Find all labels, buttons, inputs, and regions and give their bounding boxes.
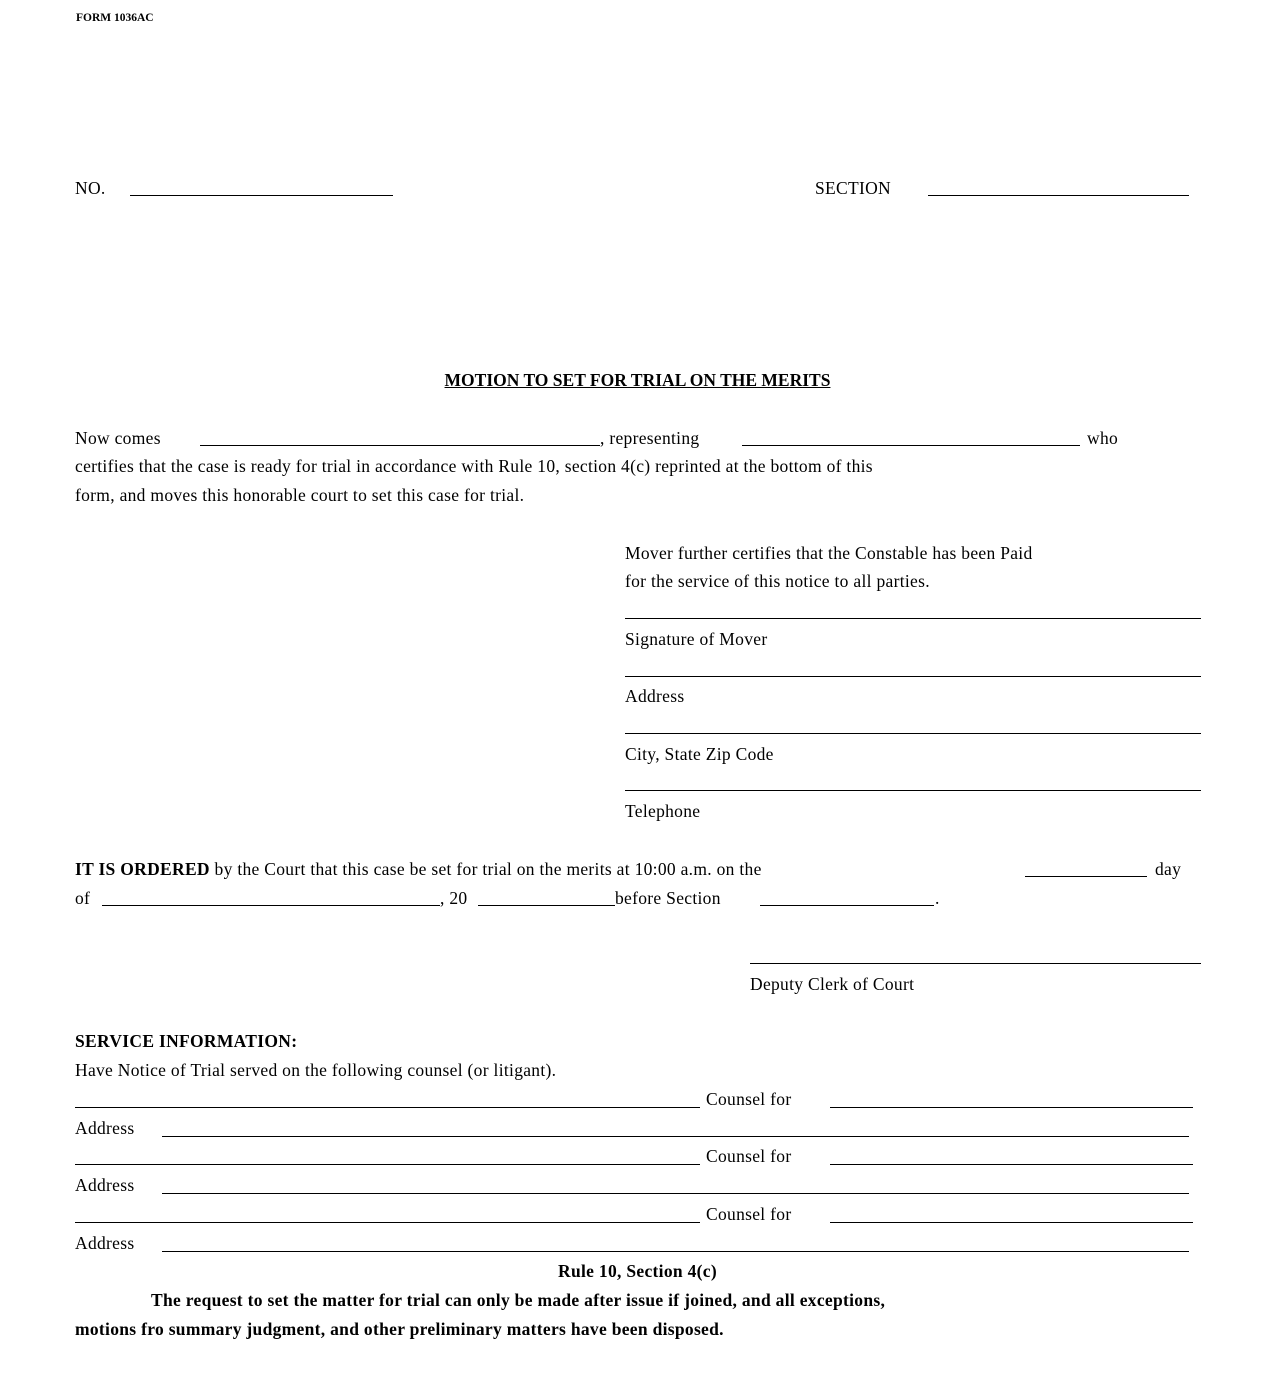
counsel-name-field[interactable] (75, 1222, 700, 1223)
represented-party-field[interactable] (742, 445, 1080, 446)
order-lead: IT IS ORDERED (75, 859, 210, 879)
counsel-for-field[interactable] (830, 1164, 1193, 1165)
order-year-prefix: , 20 (440, 888, 468, 908)
counsel-name-field[interactable] (75, 1164, 700, 1165)
rule-heading: Rule 10, Section 4(c) (558, 1261, 717, 1281)
case-number-label: NO. (75, 178, 106, 198)
counsel-for-label: Counsel for (706, 1204, 792, 1224)
order-month-field[interactable] (102, 905, 440, 906)
order-before-section-text: before Section (615, 888, 721, 908)
signature-of-mover-field[interactable] (625, 618, 1201, 619)
mover-cert-line-2: for the service of this notice to all parties. (625, 571, 930, 591)
counsel-for-label: Counsel for (706, 1089, 792, 1109)
intro-line-2: certifies that the case is ready for trial in accordance with Rule 10, section 4(c) reprinted at the bottom of this (75, 456, 873, 476)
mover-address-label: Address (625, 686, 685, 706)
intro-line-3: form, and moves this honorable court to set this case for trial. (75, 485, 525, 505)
page-title: MOTION TO SET FOR TRIAL ON THE MERITS (444, 370, 831, 390)
order-section-field[interactable] (760, 905, 934, 906)
representing-text: , representing (600, 428, 700, 448)
counsel-name-field[interactable] (75, 1107, 700, 1108)
order-day-field[interactable] (1025, 876, 1147, 877)
who-text: who (1087, 428, 1119, 448)
rule-text-line-2: motions fro summary judgment, and other preliminary matters have been disposed. (75, 1319, 724, 1339)
counsel-for-field[interactable] (830, 1107, 1193, 1108)
counsel-address-field[interactable] (162, 1193, 1189, 1194)
mover-city-state-zip-label: City, State Zip Code (625, 744, 774, 764)
counsel-address-label: Address (75, 1233, 135, 1253)
counsel-for-label: Counsel for (706, 1146, 792, 1166)
order-of-text: of (75, 888, 91, 908)
service-heading: SERVICE INFORMATION: (75, 1031, 298, 1051)
section-field[interactable] (928, 195, 1189, 196)
order-line-1 (75, 859, 762, 880)
order-day-text: day (1155, 859, 1182, 879)
section-label: SECTION (815, 178, 891, 198)
counsel-for-field[interactable] (830, 1222, 1193, 1223)
form-number: FORM 1036AC (76, 12, 154, 24)
now-comes-text: Now comes (75, 428, 161, 448)
counsel-address-label: Address (75, 1175, 135, 1195)
mover-telephone-label: Telephone (625, 801, 701, 821)
mover-telephone-field[interactable] (625, 790, 1201, 791)
mover-cert-line-1: Mover further certifies that the Constable has been Paid (625, 543, 1033, 563)
deputy-clerk-label: Deputy Clerk of Court (750, 974, 915, 994)
order-period: . (935, 888, 940, 908)
case-number-field[interactable] (130, 195, 393, 196)
order-year-field[interactable] (478, 905, 615, 906)
rule-text-line-1: The request to set the matter for trial can only be made after issue if joined, and all exceptions, (151, 1290, 886, 1310)
counsel-address-field[interactable] (162, 1136, 1189, 1137)
mover-name-field[interactable] (200, 445, 600, 446)
counsel-address-label: Address (75, 1118, 135, 1138)
order-text: by the Court that this case be set for trial on the merits at 10:00 a.m. on the (209, 859, 762, 879)
deputy-clerk-signature-field[interactable] (750, 963, 1201, 964)
service-instruction: Have Notice of Trial served on the following counsel (or litigant). (75, 1060, 557, 1080)
signature-of-mover-label: Signature of Mover (625, 629, 768, 649)
counsel-address-field[interactable] (162, 1251, 1189, 1252)
mover-city-state-zip-field[interactable] (625, 733, 1201, 734)
mover-address-field[interactable] (625, 676, 1201, 677)
